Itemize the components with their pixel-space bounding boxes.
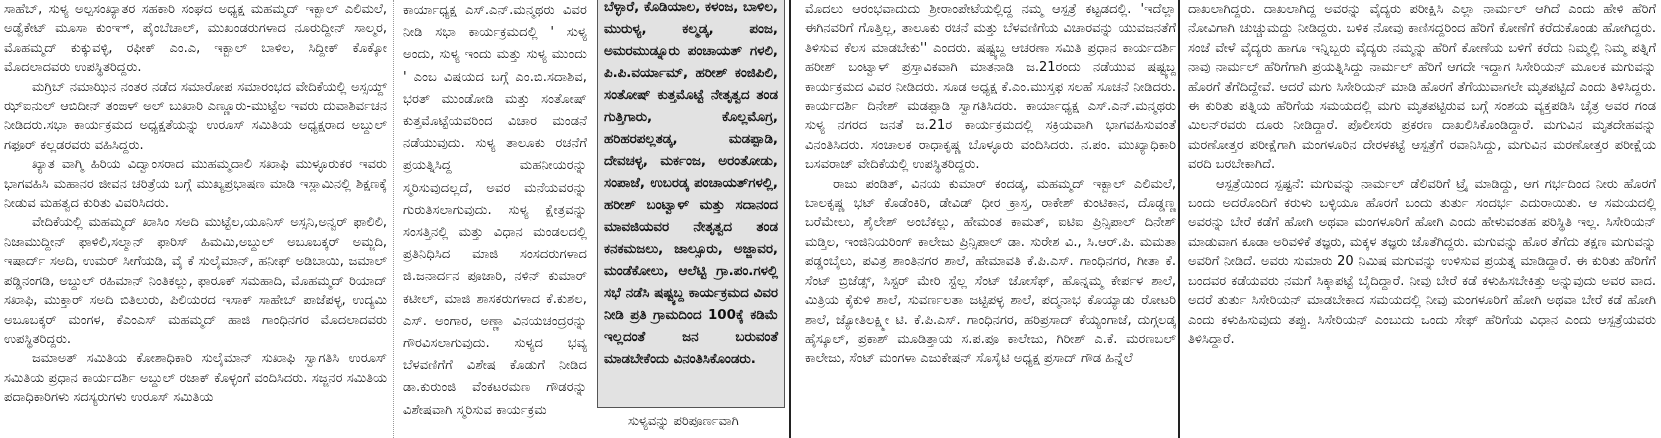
paragraph: ಖ್ಯಾತ ವಾಗ್ಮಿ ಹಿರಿಯ ವಿದ್ವಾಂಸರಾದ ಮುಹಮ್ಮದಾಲಿ ಸಖಾಫಿ ಮುಳ್ಳೂರುಕರ ಇವರು ಭಾಗವಹಿಸಿ ಮಹಾನರ ಜೀವನ ಚರಿತ್ರೆಯ ಬಗ್ಗೆ ಮುಖ್ಯಪ್ರಭಾಷಣ ಮಾಡಿ ಇಸ್ಲಾಮಿನಲ್ಲಿ ಶಿಕ್ಷಣಕ್ಕೆ ನೀಡುವ ಮಹತ್ವದ ಕುರಿತು ವಿವರಿಸಿದರು.	[4, 157, 387, 212]
paragraph: ದಾಖಲಾಗಿದ್ದರು. ದಾಖಲಾಗಿದ್ದ ಅವರನ್ನು ವೈದ್ಯರು ಪರೀಕ್ಷಿಸಿ ಎಲ್ಲಾ ನಾರ್ಮಲ್ ಆಗಿದೆ ಎಂದು ಹೇಳಿ ಹೆರಿಗೆ ನೋವಿಗಾಗಿ ಚುಚ್ಚುಮದ್ದು ನೀಡಿದ್ದರು. ಬಳಿಕ ನೋವು ಕಾಣಿಸದ್ದರಿಂದ ಹೆರಿಗೆ ಕೋಣೆಗೆ ಕರೆದುಕೊಂಡು ಹೋಗಿದ್ದರು. ಸಂಜೆ ವೇಳೆ ವೈದ್ಯರು ಹಾಗೂ ಇನ್ನಿಬ್ಬರು ವೈದ್ಯರು ನಮ್ಮನ್ನು ಹೆರಿಗೆ ಕೋಣೆಯ ಬಳಿಗೆ ಕರೆದು ನಿಮ್ಮಲ್ಲಿ ನಿಮ್ಮ ಪತ್ನಿಗೆ ನಾವು ನಾರ್ಮಲ್ ಹೆರಿಗೆಗಾಗಿ ಪ್ರಯತ್ನಿಸಿದ್ದು ನಾರ್ಮಲ್ ಹೆರಿಗೆ ಆಗದೇ ಇದ್ದಾಗ ಸಿಸೇರಿಯನ್ ಮೂಲಕ ಮಗುವನ್ನು ಹೊರಗೆ ತೆಗೆದಿದ್ದೇವೆ. ಆದರೆ ಮಗು ಸಿಸೇರಿಯನ್ ಮಾಡಿ ಹೊರಗೆ ತೆಗೆಯುವಾಗಲೇ ಮೃತಪಟ್ಟಿದೆ ಎಂದು ತಿಳಿಸಿದ್ದರು. ಈ ಕುರಿತು ಪತ್ನಿಯ ಹೆರಿಗೆಯ ಸಮಯದಲ್ಲಿ ಮಗು ಮೃತಪಟ್ಟಿರುವ ಬಗ್ಗೆ ಸಂಶಯ ವ್ಯಕ್ತಪಡಿಸಿ ಚೈತ್ರ ಅವರ ಗಂಡ ಮಿಲನ್‌ರವರು ದೂರು ನೀಡಿದ್ದಾರೆ. ಪೊಲೀಸರು ಪ್ರಕರಣ ದಾಖಲಿಸಿಕೊಂಡಿದ್ದಾರೆ. ಮಗುವಿನ ಮೃತದೇಹವನ್ನು ಮರಣೋತ್ತರ ಪರೀಕ್ಷೆಗಾಗಿ ಮಂಗಳೂರಿನ ದೇರಳಕಟ್ಟೆ ಆಸ್ಪತ್ರೆಗೆ ರವಾನಿಸಿದ್ದು, ಮಗುವಿನ ಮರಣೋತ್ತರ ಪರೀಕ್ಷೆಯ ವರದಿ ಬರಬೇಕಾಗಿದೆ.	[1188, 2, 1656, 173]
article-column-4	[805, 0, 1176, 438]
paragraph: ಜಮಾಅತ್ ಸಮಿತಿಯ ಕೋಶಾಧಿಕಾರಿ ಸುಲೈಮಾನ್ ಸುಖಾಫಿ ಸ್ವಾಗತಿಸಿ ಉರೂಸ್ ಸಮಿತಿಯ ಪ್ರಧಾನ ಕಾರ್ಯದರ್ಶಿ ಅಬ್ದುಲ್ ರಜಾಕ್ ಕೊಳ್ಳಂಗೆ ವಂದಿಸಿದರು. ಸಜ್ಜನರ ಸಮಿತಿಯ ಪದಾಧಿಕಾರಿಗಳು ಸದಸ್ಯರುಗಳು ಉರೂಸ್ ಸಮಿತಿಯ	[4, 351, 387, 406]
paragraph-tail: ಸುಳ್ಯವನ್ನು ಪರಿಪೂರ್ಣವಾಗಿ	[628, 414, 739, 429]
article-column-1	[4, 0, 387, 438]
paragraph: ಮಗ್ರಿಬ್ ನಮಾಝಿನ ನಂತರ ನಡೆದ ಸಮಾರೋಪ ಸಮಾರಂಭದ ವೇದಿಕೆಯಲ್ಲಿ ಅಸ್ಸಯ್ದ್ ಝ್ಐನುಲ್ ಆಬಿದೀನ್ ತಂಙಳ್ ಅಲ್ ಬುಖಾರಿ ಎಣ್ಣೂರು-ಮುಟ್ಟೆಲ ಇವರು ದುವಾಶಿರ್ವಚನ ನೀಡಿದರು.ಸಭಾ ಕಾರ್ಯಕ್ರಮದ ಅಧ್ಯಕ್ಷತೆಯನ್ನು ಉರೂಸ್ ಸಮಿತಿಯ ಅಧ್ಯಕ್ಷರಾದ ಅಬ್ದುಲ್ ಗಫೂರ್ ಕಲ್ಲಡರವರು ವಹಿಸಿದ್ದರು.	[4, 79, 387, 153]
paragraph: ಕಾರ್ಯಾಧ್ಯಕ್ಷ ಎಸ್.ಎನ್.ಮನ್ಮಥರು ವಿವರ ನೀಡಿ ಸಭಾ ಕಾರ್ಯಕ್ರಮದಲ್ಲಿ ' ಸುಳ್ಯ ಅಂದು, ಸುಳ್ಯ ಇಂದು ಮತ್ತು ಸುಳ್ಯ ಮುಂದು ' ಎಂಬ ವಿಷಯದ ಬಗ್ಗೆ ಎಂ.ಬಿ.ಸದಾಶಿವ, ಭರತ್ ಮುಂಡೋಡಿ ಮತ್ತು ಸಂತೋಷ್ ಕುತ್ತಮೊಟ್ಟೆಯವರಿಂದ ವಿಚಾರ ಮಂಡನೆ ನಡೆಯುವುದು. ಸುಳ್ಯ ತಾಲೂಕು ರಚನೆಗೆ ಪ್ರಯತ್ನಿಸಿದ್ದ ಮಹನೀಯರನ್ನು ಸ್ಮರಿಸುವುದಲ್ಲದೆ, ಅವರ ಮನೆಯವರನ್ನು ಗುರುತಿಸಲಾಗುವುದು. ಸುಳ್ಯ ಕ್ಷೇತ್ರವನ್ನು ಸಂಸತ್ತಿನಲ್ಲಿ ಮತ್ತು ವಿಧಾನ ಮಂಡಲದಲ್ಲಿ ಪ್ರತಿನಿಧಿಸಿದ ಮಾಜಿ ಸಂಸದರುಗಳಾದ ಜಿ.ಜನಾರ್ದನ ಪೂಜಾರಿ, ನಳಿನ್ ಕುಮಾರ್ ಕಟೀಲ್, ಮಾಜಿ ಶಾಸಕರುಗಳಾದ ಕೆ.ಕುಶಲ, ಎಸ್. ಅಂಗಾರ, ಅಣ್ಣಾ ವಿನಯಚಂದ್ರರನ್ನು ಗೌರವಿಸಲಾಗುವುದು. ಸುಳ್ಯದ ಭವ್ಯ ಬೆಳವಣಿಗೆಗೆ ವಿಶೇಷ ಕೊಡುಗೆ ನೀಡಿದ ಡಾ.ಕುರುಂಜಿ ವೆಂಕಟರಮಣ ಗೌಡರನ್ನು ವಿಶೇಷವಾಗಿ ಸ್ಮರಿಸುವ ಕಾರ್ಯಕ್ರಮ	[403, 3, 587, 418]
paragraph: ಮೊದಲು ಆರಂಭವಾದುದು ಶ್ರೀರಾಂಪೇಟೆಯಲ್ಲಿದ್ದ ನಮ್ಮ ಆಸ್ಪತ್ರೆ ಕಟ್ಟಡದಲ್ಲಿ. 'ಇದೆಲ್ಲಾ ಈಗಿನವರಿಗೆ ಗೊತ್ತಿಲ್ಲ, ತಾಲೂಕು ರಚನೆ ಮತ್ತು ಬೆಳವಣಿಗೆಯ ವಿಚಾರವನ್ನು ಯುವಜನತೆಗೆ ತಿಳಿಸುವ ಕೆಲಸ ಮಾಡಬೇಕು'' ಎಂದರು. ಷಷ್ಟ್ಯಬ್ದ ಆಚರಣಾ ಸಮಿತಿ ಪ್ರಧಾನ ಕಾರ್ಯದರ್ಶಿ ಹರೀಶ್ ಬಂಟ್ವಾಳ್ ಪ್ರಸ್ತಾವಿಕವಾಗಿ ಮಾತನಾಡಿ ಜ.21ರಂದು ನಡೆಯುವ ಷಷ್ಟ್ಯಬ್ದ ಕಾರ್ಯಕ್ರಮದ ವಿವರ ನೀಡಿದರು. ಸೂಡ ಅಧ್ಯಕ್ಷ ಕೆ.ಎಂ.ಮುಸ್ತಫ ಸಲಹೆ ಸೂಚನೆ ನೀಡಿದರು. ಕಾರ್ಯದರ್ಶಿ ದಿನೇಶ್ ಮಡಪ್ಪಾಡಿ ಸ್ವಾಗತಿಸಿದರು. ಕಾರ್ಯಾಧ್ಯಕ್ಷ ಎಸ್.ಎನ್.ಮನ್ಮಥರು ಸುಳ್ಯ ನಗರದ ಜನತೆ ಜ.21ರ ಕಾರ್ಯಕ್ರಮದಲ್ಲಿ ಸಕ್ರಿಯವಾಗಿ ಭಾಗವಹಿಸುವಂತೆ ವಿನಂತಿಸಿದರು. ಸಂಚಾಲಕ ರಾಧಾಕೃಷ್ಣ ಬೊಳ್ಳೂರು ವಂದಿಸಿದರು. ನ.ಪಂ. ಮುಖ್ಯಾಧಿಕಾರಿ ಬಸವರಾಜ್ ವೇದಿಕೆಯಲ್ಲಿ ಉಪಸ್ಥಿತರಿದ್ದರು.	[805, 2, 1176, 173]
article-column-5	[1188, 0, 1656, 438]
highlight-paragraph: ಬೆಳ್ಳಾರೆ, ಕೊಡಿಯಾಲ, ಕಳಂಜ, ಬಾಳಿಲ, ಮುರುಳ್ಯ, ಕಲ್ಮಡ್ಕ, ಪಂಜ, ಅಮರಮುಡ್ನೂರು ಪಂಚಾಯತ್ ಗಳಲಿ, ಪಿ.ಪಿ.ವರ್ಯಾಮ್, ಹರೀಶ್ ಕಂಜಿಪಿಲಿ, ಸಂತೋಷ್ ಕುತ್ತಮೊಟ್ಟೆ ನೇತೃತ್ವದ ತಂಡ ಗುತ್ತಿಗಾರು, ಕೊಲ್ಲಮೊಗ್ರ, ಹರಿಹರಪಲ್ಲತಡ್ಕ, ಮಡಪ್ಪಾಡಿ, ದೇವಚಳ್ಳ, ಮರ್ಕಂಜ, ಅರಂತೋಡು, ಸಂಪಾಜೆ, ಉಬರಡ್ಕ ಪಂಚಾಯತ್‌ಗಳಲ್ಲಿ, ಹರೀಶ್ ಬಂಟ್ವಾಳ್ ಮತ್ತು ಸದಾನಂದ ಮಾವಜಿಯವರ ನೇತೃತ್ವದ ತಂಡ ಕನಕಮಜಲು, ಜಾಲ್ಸೂರು, ಅಜ್ಜಾವರ, ಮಂಡೆಕೋಲು, ಆಲೆಟ್ಟಿ ಗ್ರಾ.ಪಂ.ಗಳಲ್ಲಿ ಸಭೆ ನಡೆಸಿ ಷಷ್ಟ್ಯಬ್ದ ಕಾರ್ಯಕ್ರಮದ ವಿವರ ನೀಡಿ ಪ್ರತಿ ಗ್ರಾಮದಿಂದ 100ಕ್ಕೆ ಕಡಿಮೆ ಇಲ್ಲದಂತೆ ಜನ ಬರುವಂತೆ ಮಾಡಬೇಕೆಂದು ವಿನಂತಿಸಿಕೊಂಡರು.	[604, 0, 778, 367]
column-divider	[789, 0, 791, 438]
article-column-2	[403, 0, 587, 438]
paragraph: ಸಾಹೆಬ್, ಸುಳ್ಯ ಅಲ್ಪಸಂಖ್ಯಾತರ ಸಹಕಾರಿ ಸಂಘದ ಅಧ್ಯಕ್ಷ ಮಹಮ್ಮದ್ ಇಕ್ಬಾಲ್ ಎಲಿಮಲೆ, ಅಡ್ವೆಕೇಟ್ ಮೂಸಾ ಕುಂಞ್, ಪೈಂಬೆಚಾಲ್, ಮುಖಂಡರುಗಳಾದ ನೂರುದ್ದೀನ್ ಸಾಲ್ಮರ, ಮೊಹಮ್ಮದ್ ಕುಕ್ಕುವಳ್ಳಿ, ರಫೀಕ್ ಎಂ.ಎ, ಇಕ್ಬಾಲ್ ಬಾಳಿಲ, ಸಿದ್ದೀಕ್ ಕೊಕ್ಕೋ ಮೊದಲಾದವರು ಉಪಸ್ಥಿತರಿದ್ದರು.	[4, 2, 387, 76]
paragraph: ಆಸ್ಪತ್ರೆಯಿಂದ ಸ್ಪಷ್ಟನೆ: ಮಗುವನ್ನು ನಾರ್ಮಲ್ ಡೆಲಿವರಿಗೆ ಟ್ರೈ ಮಾಡಿದ್ದು, ಆಗ ಗರ್ಭದಿಂದ ನೀರು ಹೊರಗೆ ಬಂದು ಅದರೊಂದಿಗೆ ಕರುಳು ಬಳ್ಳಿಯೂ ಹೊರಗೆ ಬಂದು ತುರ್ತು ಸಂದರ್ಭ ಎದುರಾಯಿತು. ಆ ಸಮಯದಲ್ಲಿ ಅವರನ್ನು ಬೇರೆ ಕಡೆಗೆ ಹೋಗಿ ಅಥವಾ ಮಂಗಳೂರಿಗೆ ಹೋಗಿ ಎಂದು ಹೇಳುವಂತಹ ಪರಿಸ್ಥಿತಿ ಇಲ್ಲ. ಸಿಸೇರಿಯನ್ ಮಾಡುವಾಗ ಕೂಡಾ ಅರಿವಳಿಕೆ ತಜ್ಞರು, ಮಕ್ಕಳ ತಜ್ಞರು ಜೊತೆಗಿದ್ದರು. ಮಗುವನ್ನು ಹೊರ ತೆಗೆದು ತಕ್ಷಣ ಮಗುವನ್ನು ಅವರಿಗೆ ನೀಡಿದೆ. ಅವರು ಸುಮಾರು 20 ನಿಮಿಷ ಮಗುವನ್ನು ಉಳಿಸುವ ಪ್ರಯತ್ನ ಮಾಡಿದ್ದಾರೆ. ಈ ಕುರಿತು ಹೆರಿಗೆಗೆ ಬಂದವರ ಕಡೆಯವರು ನಮಗೆ ಸಿಕ್ಕಾಪಟ್ಟೆ ಬೈದಿದ್ದಾರೆ. ನೀವು ಬೇರೆ ಕಡೆ ಕಳುಹಿಸಬೇಕಿತ್ತು ಅನ್ನುವುದು ಅವರ ವಾದ. ಅದರೆ ತುರ್ತು ಸಿಸೇರಿಯನ್ ಮಾಡಬೇಕಾದ ಸಮಯದಲ್ಲಿ ನೀವು ಮಂಗಳೂರಿಗೆ ಹೋಗಿ ಅಥವಾ ಬೇರೆ ಕಡೆ ಹೋಗಿ ಎಂದು ಕಳುಹಿಸುವುದು ತಪ್ಪು. ಸಿಸೇರಿಯನ್ ಎಂಬುದು ಒಂದು ಸೇಫ್ ಹೆರಿಗೆಯ ವಿಧಾನ ಎಂದು ಆಸ್ಪತ್ರೆಯವರು ತಿಳಿಸಿದ್ದಾರೆ.	[1188, 176, 1656, 347]
column-divider	[1178, 0, 1180, 438]
paragraph: ವೇದಿಕೆಯಲ್ಲಿ ಮಹಮ್ಮದ್ ಖಾಸಿಂ ಸಅದಿ ಮುಟ್ಟೆಲ,ಯೂನಿಸ್ ಅಸ್ಸನಿ,ಅನ್ವರ್ ಫಾಲಿಲಿ, ನಿಜಾಮುದ್ದೀನ್ ಫಾಳಿಲಿ,ಸಲ್ಮಾನ್ ಫಾರಿಸ್ ಹಿಮಮಿ,ಅಬ್ದುಲ್ ಅಬೂಬಕ್ಕರ್ ಅಮ್ಜದಿ, ಇಷಾರ್ದ್ ಸಅದಿ, ಉಮರ್ ಸೀಗೆಯಡಿ, ವೈ ಕೆ ಸುಲೈಮಾನ್, ಹನೀಫ್ ಅಡಿಬಾಯಿ, ಜಮಾಲ್ ಪಡ್ಡಿನಂಗಡಿ, ಅಬ್ದುಲ್ ರಹಿಮಾನ್ ನಿಂತಿಕಲ್ಲು, ಫಾರೂಕ್ ಸಮಹಾದಿ, ಮೊಹಮ್ಮದ್ ರಿಯಾದ್ ಸಖಾಫಿ, ಮುಕ್ತಾರ್ ಸಅದಿ ಬಿತಿಲುರು, ಪಿಲಿಯರದ ಇಸಾಕ್ ಸಾಹೇಬ್ ಪಾಜೆಪಳ್ಳ, ಉದ್ಯಮಿ ಅಬೂಬಕ್ಕರ್ ಮಂಗಳ, ಕೆಎಂಎಸ್ ಮಹಮ್ಮದ್ ಹಾಜಿ ಗಾಂಧಿನಗರ ಮೊದಲಾದವರು ಉಪಸ್ಥಿತರಿದ್ದರು.	[4, 215, 387, 347]
column-divider	[393, 0, 395, 438]
highlight-box	[597, 0, 785, 408]
paragraph: ರಾಜು ಪಂಡಿತ್, ವಿನಯ ಕುಮಾರ್ ಕಂದಡ್ಕ, ಮಹಮ್ಮದ್ ಇಕ್ಬಾಲ್ ಎಲಿಮಲೆ, ಬಾಲಕೃಷ್ಣ ಭಟ್ ಕೊಡೆಂಕಿರಿ, ಡೇವಿಡ್ ಧೀರ ಕ್ರಾಸ್ತ, ರಾಕೇಶ್ ಕುಂಟಿಕಾನ, ದೊಡ್ಡಣ್ಣ ಬರೆಮೇಲು, ಶೈಲೇಶ್ ಅಂಬೆಕಲ್ಲು, ಹೇಮಂತ ಕಾಮತ್, ಐಟಿಐ ಪ್ರಿನ್ಸಿಪಾಲ್ ದಿನೇಶ್ ಮಡ್ತಿಲ, ಇಂಜಿನಿಯರಿಂಗ್ ಕಾಲೇಜು ಪ್ರಿನ್ಸಿಪಾಲ್ ಡಾ. ಸುರೇಶ ವಿ., ಸಿ.ಆರ್.ಪಿ. ಮಮತಾ ಪಡ್ಡಂಬೈಲು, ಪವಿತ್ರ ಶಾಂತಿನಗರ ಶಾಲೆ, ಹೇಮಾವತಿ ಕೆ.ಪಿ.ಎಸ್. ಗಾಂಧಿನಗರ, ಗೀತಾ ಕೆ. ಸೆಂಟ್ ಬ್ರಿಜೆಡ್ಸ್, ಸಿಸ್ಟರ್ ಮೇರಿ ಸ್ಟೆಲ್ಲ ಸೆಂಟ್ ಜೋಸೆಫ್, ಹೊನ್ನಮ್ಮ ಕೇರ್ಪಳ ಶಾಲೆ, ಮಿತ್ರಿಯ ಕೈಕುಳಿ ಶಾಲೆ, ಸುವರ್ಣಲತಾ ಜಟ್ಟಿಪಳ್ಳ ಶಾಲೆ, ಪದ್ಮನಾಭ ಕೊಯ್ಯಾಡು ರೋಟರಿ ಶಾಲೆ, ಜ್ಯೋತಿಲಕ್ಷ್ಮೀ ಟಿ. ಕೆ.ಪಿ.ಎಸ್. ಗಾಂಧಿನಗರ, ಹರಿಪ್ರಸಾದ್ ಕೆಯ್ಯಂಗಾಜೆ, ದುಗ್ಗಲಡ್ಕ ಹೈಸ್ಕೂಲ್, ಪ್ರಕಾಶ್ ಮೂಡಿತ್ತಾಯ ಸ.ಪ.ಪೂ ಕಾಲೇಜು, ಗಿರೀಶ್ ಎ.ಕೆ. ಮರಣಬಲ್ ಕಾಲೇಜು, ಸೆಂಟ್ ಮಂಗಳಾ ಎಜುಕೇಷನ್ ಸೊಸೈಟಿ ಅಧ್ಯಕ್ಷ ಪ್ರಸಾದ್ ಗೌಡ ಹಿನ್ನೆಲೆ	[805, 176, 1176, 367]
